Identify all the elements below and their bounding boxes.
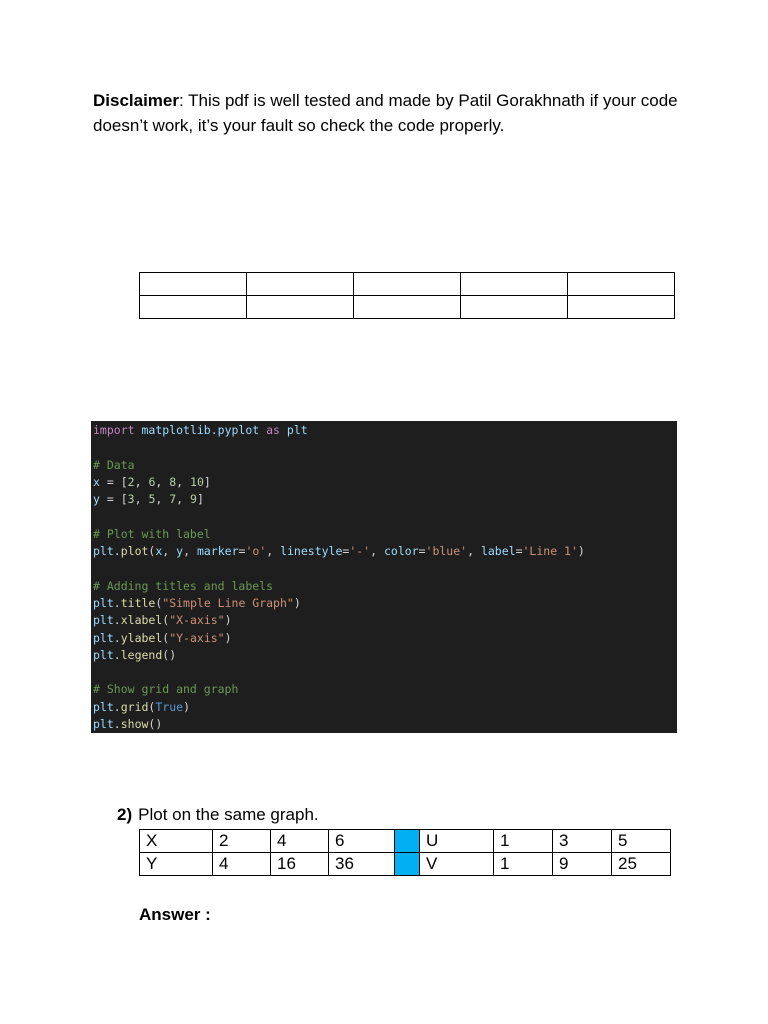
code-block bbox=[91, 421, 677, 733]
code-line bbox=[93, 422, 677, 439]
code-token: plt bbox=[93, 647, 114, 662]
code-token: True bbox=[155, 699, 184, 714]
code-token: = [ bbox=[99, 492, 128, 507]
code-token: 'blue' bbox=[425, 544, 468, 559]
code-token: () bbox=[148, 717, 163, 732]
code-token: . bbox=[113, 647, 121, 662]
table-cell bbox=[461, 296, 568, 319]
code-token: = bbox=[342, 544, 350, 559]
code-token: = [ bbox=[99, 474, 128, 489]
code-token: legend bbox=[120, 647, 163, 662]
code-token: , bbox=[370, 544, 384, 559]
code-line bbox=[93, 560, 677, 577]
code-line bbox=[93, 647, 677, 664]
table-cell: U bbox=[420, 830, 494, 853]
table-cell: 16 bbox=[271, 853, 329, 876]
code-token: 6 bbox=[148, 474, 156, 489]
table-cell: 1 bbox=[494, 830, 553, 853]
code-token: ] bbox=[203, 474, 211, 489]
table-cell: 1 bbox=[494, 853, 553, 876]
code-line bbox=[93, 595, 677, 612]
code-token: 'Line 1' bbox=[522, 544, 578, 559]
code-token: , bbox=[183, 544, 197, 559]
table-cell bbox=[461, 273, 568, 296]
divider-cell bbox=[395, 830, 420, 853]
table-row bbox=[140, 273, 675, 296]
code-token: , bbox=[162, 544, 177, 559]
code-token: . bbox=[113, 613, 121, 628]
code-line bbox=[93, 491, 677, 508]
code-token: 8 bbox=[169, 474, 177, 489]
code-token: color bbox=[383, 544, 419, 559]
code-token: "Simple Line Graph" bbox=[162, 595, 294, 610]
table-cell: V bbox=[420, 853, 494, 876]
code-token: , bbox=[176, 474, 191, 489]
code-line bbox=[93, 439, 677, 456]
question-2 bbox=[117, 803, 319, 827]
code-token: ) bbox=[224, 630, 232, 645]
code-token: ( bbox=[148, 544, 156, 559]
code-token: plt bbox=[286, 423, 308, 437]
divider-cell bbox=[395, 853, 420, 876]
table-cell: Y bbox=[140, 853, 213, 876]
code-token: plt bbox=[93, 544, 114, 559]
code-line bbox=[93, 526, 677, 543]
code-token: import bbox=[93, 423, 135, 437]
code-token: # Data bbox=[93, 457, 135, 472]
code-token: # Show grid and graph bbox=[93, 682, 239, 697]
code-token: show bbox=[120, 717, 149, 732]
table-cell bbox=[247, 273, 354, 296]
code-token: = bbox=[418, 544, 426, 559]
table-cell: 4 bbox=[213, 853, 271, 876]
table-row bbox=[140, 830, 671, 853]
code-token: () bbox=[162, 647, 177, 662]
code-token: ( bbox=[148, 699, 156, 714]
code-token: , bbox=[155, 492, 170, 507]
question-text: Plot on the same graph. bbox=[138, 805, 319, 824]
code-line bbox=[93, 578, 677, 595]
code-token: . bbox=[113, 544, 121, 559]
code-token: , bbox=[134, 474, 149, 489]
code-token: , bbox=[266, 544, 281, 559]
disclaimer-text: : This pdf is well tested and made by Patil Gorakhnath if your code doesn’t work, it’s your fault so check the code properly. bbox=[93, 91, 678, 135]
table-cell: 6 bbox=[329, 830, 395, 853]
code-token: # Plot with label bbox=[93, 526, 211, 541]
code-token: y bbox=[93, 492, 100, 507]
code-token: plot bbox=[120, 544, 149, 559]
table-cell: 9 bbox=[553, 853, 612, 876]
table-cell: 5 bbox=[612, 830, 671, 853]
table-cell: 4 bbox=[271, 830, 329, 853]
code-token: plt bbox=[93, 613, 114, 628]
code-line bbox=[93, 630, 677, 647]
code-token: matplotlib.pyplot bbox=[141, 423, 260, 437]
code-token: . bbox=[113, 699, 121, 714]
code-token: # Adding titles and labels bbox=[93, 578, 274, 593]
code-token: , bbox=[467, 544, 481, 559]
code-token: 'o' bbox=[245, 544, 267, 559]
table-cell bbox=[140, 296, 247, 319]
table-cell bbox=[140, 273, 247, 296]
code-token: = bbox=[515, 544, 523, 559]
code-token: ) bbox=[293, 595, 301, 610]
code-token: ylabel bbox=[120, 630, 163, 645]
code-token: 3 bbox=[127, 492, 135, 507]
code-token: 7 bbox=[169, 492, 177, 507]
code-line bbox=[93, 664, 677, 681]
code-token: grid bbox=[120, 699, 149, 714]
code-line bbox=[93, 457, 677, 474]
code-token: = bbox=[238, 544, 246, 559]
disclaimer-label: Disclaimer bbox=[93, 91, 179, 110]
table-cell bbox=[354, 296, 461, 319]
code-token: . bbox=[113, 595, 121, 610]
code-token: 9 bbox=[190, 492, 197, 507]
code-token: ) bbox=[183, 699, 190, 714]
code-token: marker bbox=[196, 544, 239, 559]
code-token: . bbox=[113, 630, 121, 645]
code-token: label bbox=[480, 544, 516, 559]
code-line bbox=[93, 508, 677, 525]
code-token: x bbox=[155, 544, 163, 559]
code-token: ( bbox=[162, 630, 170, 645]
code-token: ] bbox=[196, 492, 204, 507]
code-token: plt bbox=[93, 595, 114, 610]
code-token: 5 bbox=[148, 492, 156, 507]
table-cell: X bbox=[140, 830, 213, 853]
code-token: y bbox=[176, 544, 184, 559]
code-token: , bbox=[155, 474, 170, 489]
table-row bbox=[140, 296, 675, 319]
code-token: , bbox=[134, 492, 149, 507]
table-cell bbox=[354, 273, 461, 296]
table-cell: 25 bbox=[612, 853, 671, 876]
table-cell bbox=[568, 273, 675, 296]
code-token: , bbox=[176, 492, 191, 507]
data-table bbox=[139, 829, 671, 876]
code-token: 2 bbox=[127, 474, 135, 489]
code-token: x bbox=[93, 474, 100, 489]
table-cell bbox=[568, 296, 675, 319]
table-cell: 3 bbox=[553, 830, 612, 853]
table-cell: 2 bbox=[213, 830, 271, 853]
code-line bbox=[93, 474, 677, 491]
code-token: ) bbox=[224, 613, 232, 628]
code-token: 10 bbox=[190, 474, 204, 489]
code-line bbox=[93, 699, 677, 716]
code-token: "X-axis" bbox=[169, 613, 225, 628]
code-token: plt bbox=[93, 699, 114, 714]
code-token: . bbox=[113, 717, 121, 732]
table-cell: 36 bbox=[329, 853, 395, 876]
empty-table bbox=[139, 272, 675, 319]
code-token: linestyle bbox=[280, 544, 343, 559]
code-line bbox=[93, 681, 677, 698]
table-row bbox=[140, 853, 671, 876]
code-token: as bbox=[266, 423, 280, 437]
code-token: plt bbox=[93, 630, 114, 645]
answer-label: Answer : bbox=[139, 905, 211, 924]
code-line bbox=[93, 716, 677, 733]
code-token: title bbox=[120, 595, 156, 610]
code-line bbox=[93, 612, 677, 629]
code-token: ) bbox=[577, 544, 585, 559]
question-number: 2) bbox=[117, 805, 133, 824]
table-cell bbox=[247, 296, 354, 319]
code-token: '-' bbox=[349, 544, 371, 559]
code-token: ( bbox=[162, 613, 170, 628]
code-token: plt bbox=[93, 717, 114, 732]
code-token: ( bbox=[155, 595, 163, 610]
code-token: "Y-axis" bbox=[169, 630, 225, 645]
code-line bbox=[93, 543, 677, 560]
code-token: xlabel bbox=[120, 613, 163, 628]
code-token bbox=[280, 423, 287, 437]
disclaimer-paragraph bbox=[93, 88, 693, 138]
